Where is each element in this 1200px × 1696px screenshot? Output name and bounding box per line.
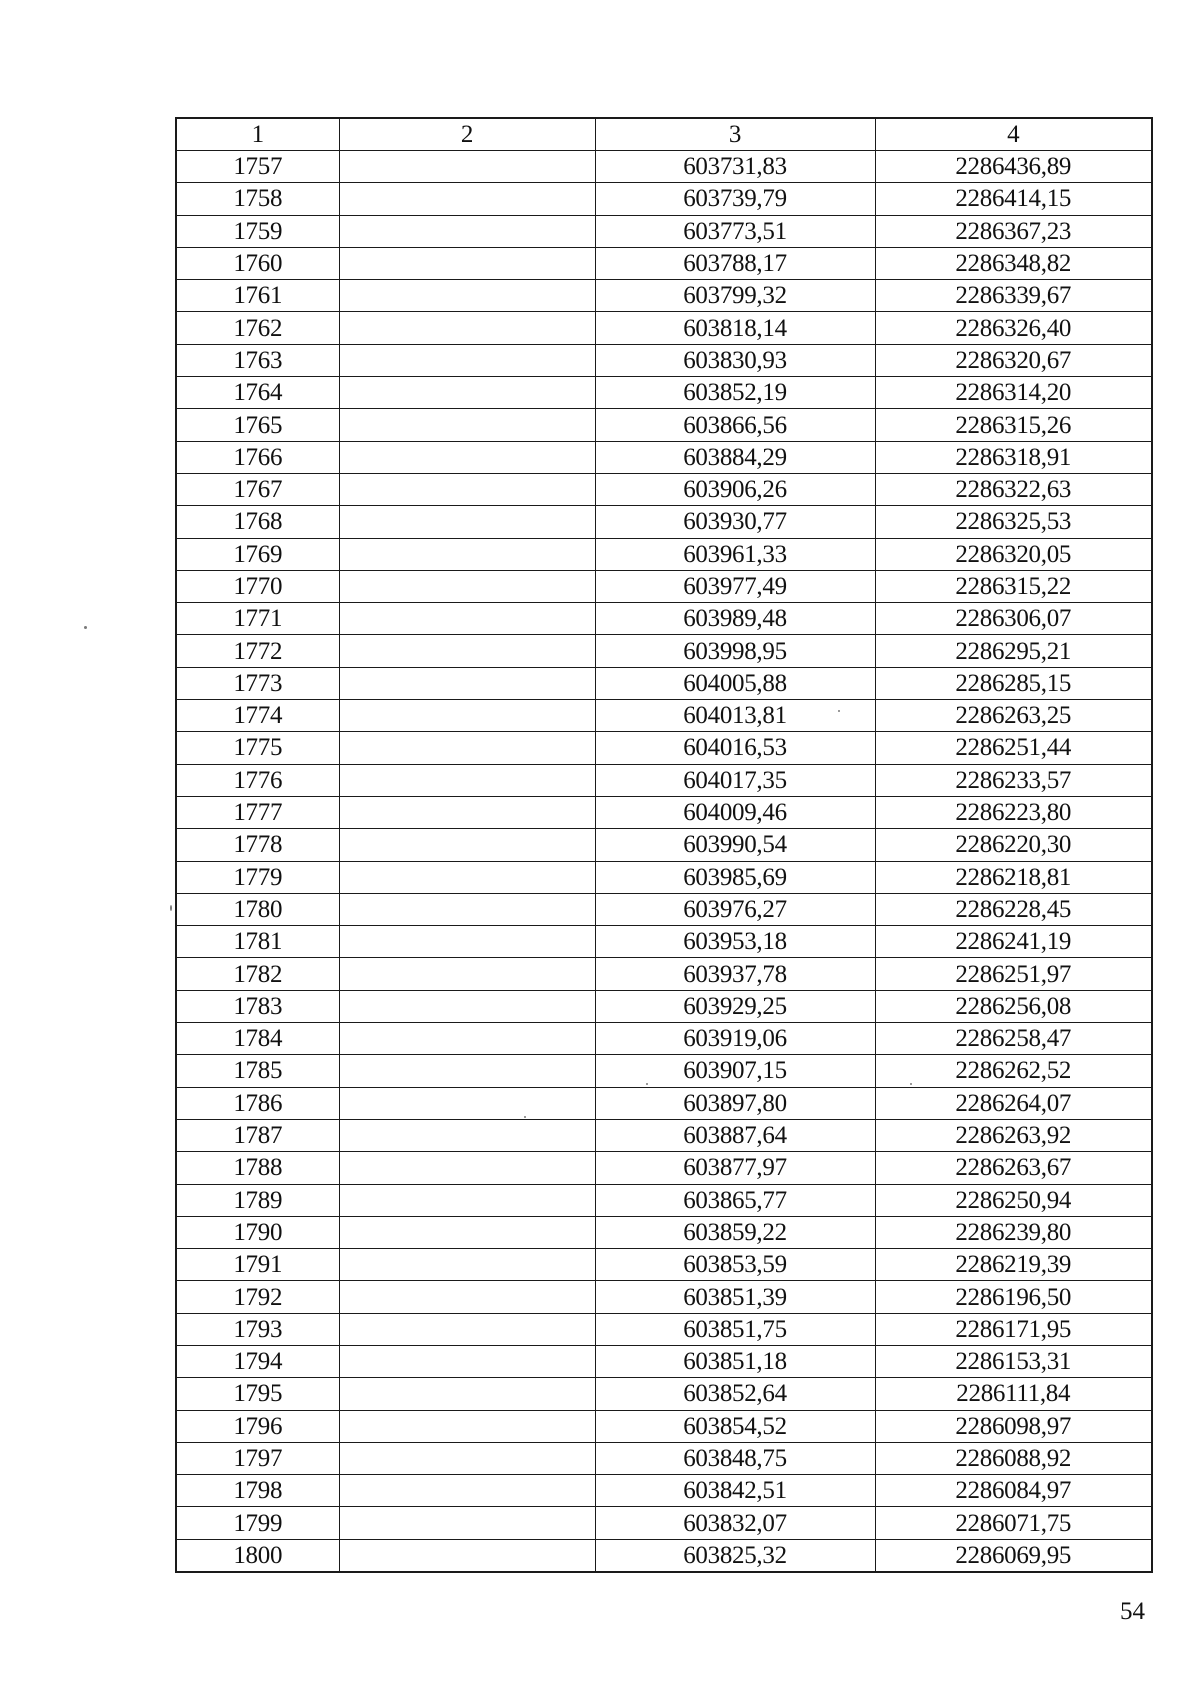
description-cell: [339, 1507, 595, 1539]
description-cell: [339, 1087, 595, 1119]
description-cell: [339, 700, 595, 732]
x-coordinate-cell: 603937,78: [595, 958, 875, 990]
description-cell: [339, 1023, 595, 1055]
point-number-cell: 1795: [176, 1378, 339, 1410]
x-coordinate-cell: 603897,80: [595, 1087, 875, 1119]
point-number-cell: 1792: [176, 1281, 339, 1313]
point-number-cell: 1757: [176, 151, 339, 183]
y-coordinate-cell: 2286339,67: [875, 280, 1152, 312]
point-number-cell: 1781: [176, 926, 339, 958]
table-row: [176, 1507, 1152, 1539]
description-cell: [339, 958, 595, 990]
x-coordinate-cell: 603919,06: [595, 1023, 875, 1055]
table-row: [176, 1313, 1152, 1345]
x-coordinate-cell: 603818,14: [595, 312, 875, 344]
table-row: [176, 506, 1152, 538]
y-coordinate-cell: 2286069,95: [875, 1539, 1152, 1572]
y-coordinate-cell: 2286239,80: [875, 1216, 1152, 1248]
x-coordinate-cell: 603853,59: [595, 1249, 875, 1281]
y-coordinate-cell: 2286251,97: [875, 958, 1152, 990]
description-cell: [339, 215, 595, 247]
point-number-cell: 1796: [176, 1410, 339, 1442]
point-number-cell: 1793: [176, 1313, 339, 1345]
point-number-cell: 1758: [176, 183, 339, 215]
y-coordinate-cell: 2286153,31: [875, 1345, 1152, 1377]
x-coordinate-cell: 604017,35: [595, 764, 875, 796]
x-coordinate-cell: 603851,75: [595, 1313, 875, 1345]
description-cell: [339, 1539, 595, 1572]
description-cell: [339, 861, 595, 893]
table-row: [176, 1345, 1152, 1377]
table-row: [176, 635, 1152, 667]
table-row: [176, 151, 1152, 183]
y-coordinate-cell: 2286414,15: [875, 183, 1152, 215]
point-number-cell: 1783: [176, 990, 339, 1022]
y-coordinate-cell: 2286258,47: [875, 1023, 1152, 1055]
description-cell: [339, 603, 595, 635]
y-coordinate-cell: 2286262,52: [875, 1055, 1152, 1087]
table-row: [176, 732, 1152, 764]
table-row: [176, 280, 1152, 312]
point-number-cell: 1788: [176, 1152, 339, 1184]
x-coordinate-cell: 603854,52: [595, 1410, 875, 1442]
table-row: [176, 441, 1152, 473]
x-coordinate-cell: 603877,97: [595, 1152, 875, 1184]
x-coordinate-cell: 603852,64: [595, 1378, 875, 1410]
y-coordinate-cell: 2286111,84: [875, 1378, 1152, 1410]
table-row: [176, 700, 1152, 732]
x-coordinate-cell: 603977,49: [595, 570, 875, 602]
y-coordinate-cell: 2286318,91: [875, 441, 1152, 473]
point-number-cell: 1786: [176, 1087, 339, 1119]
x-coordinate-cell: 603961,33: [595, 538, 875, 570]
table-header-row: [176, 118, 1152, 151]
x-coordinate-cell: 604009,46: [595, 796, 875, 828]
table-row: [176, 1249, 1152, 1281]
table-row: [176, 1023, 1152, 1055]
table-row: [176, 312, 1152, 344]
point-number-cell: 1774: [176, 700, 339, 732]
point-number-cell: 1787: [176, 1119, 339, 1151]
table-row: [176, 1378, 1152, 1410]
table-row: [176, 215, 1152, 247]
table-row: [176, 247, 1152, 279]
description-cell: [339, 1378, 595, 1410]
table-row: [176, 409, 1152, 441]
y-coordinate-cell: 2286171,95: [875, 1313, 1152, 1345]
y-coordinate-cell: 2286071,75: [875, 1507, 1152, 1539]
point-number-cell: 1791: [176, 1249, 339, 1281]
y-coordinate-cell: 2286436,89: [875, 151, 1152, 183]
y-coordinate-cell: 2286220,30: [875, 829, 1152, 861]
description-cell: [339, 441, 595, 473]
y-coordinate-cell: 2286367,23: [875, 215, 1152, 247]
point-number-cell: 1777: [176, 796, 339, 828]
point-number-cell: 1772: [176, 635, 339, 667]
description-cell: [339, 473, 595, 505]
description-cell: [339, 344, 595, 376]
x-coordinate-cell: 603825,32: [595, 1539, 875, 1572]
description-cell: [339, 377, 595, 409]
point-number-cell: 1778: [176, 829, 339, 861]
y-coordinate-cell: 2286295,21: [875, 635, 1152, 667]
x-coordinate-cell: 603788,17: [595, 247, 875, 279]
point-number-cell: 1785: [176, 1055, 339, 1087]
table-row: [176, 570, 1152, 602]
x-coordinate-cell: 603989,48: [595, 603, 875, 635]
point-number-cell: 1790: [176, 1216, 339, 1248]
table-row: [176, 1152, 1152, 1184]
point-number-cell: 1800: [176, 1539, 339, 1572]
y-coordinate-cell: 2286263,92: [875, 1119, 1152, 1151]
scan-speck: [838, 710, 840, 712]
x-coordinate-cell: 604013,81: [595, 700, 875, 732]
x-coordinate-cell: 603990,54: [595, 829, 875, 861]
point-number-cell: 1760: [176, 247, 339, 279]
description-cell: [339, 1216, 595, 1248]
point-number-cell: 1794: [176, 1345, 339, 1377]
description-cell: [339, 506, 595, 538]
point-number-cell: 1762: [176, 312, 339, 344]
column-header: 4: [875, 118, 1152, 151]
description-cell: [339, 893, 595, 925]
y-coordinate-cell: 2286314,20: [875, 377, 1152, 409]
table-row: [176, 1216, 1152, 1248]
point-number-cell: 1798: [176, 1475, 339, 1507]
point-number-cell: 1766: [176, 441, 339, 473]
description-cell: [339, 764, 595, 796]
table-row: [176, 764, 1152, 796]
table-row: [176, 1442, 1152, 1474]
point-number-cell: 1767: [176, 473, 339, 505]
table-row: [176, 1410, 1152, 1442]
point-number-cell: 1770: [176, 570, 339, 602]
table-row: [176, 1475, 1152, 1507]
description-cell: [339, 183, 595, 215]
coordinates-table: [175, 117, 1153, 1573]
table-row: [176, 667, 1152, 699]
x-coordinate-cell: 603832,07: [595, 1507, 875, 1539]
table-row: [176, 1539, 1152, 1572]
description-cell: [339, 829, 595, 861]
point-number-cell: 1780: [176, 893, 339, 925]
column-header: 1: [176, 118, 339, 151]
description-cell: [339, 538, 595, 570]
scan-speck: [170, 905, 172, 911]
y-coordinate-cell: 2286219,39: [875, 1249, 1152, 1281]
x-coordinate-cell: 603799,32: [595, 280, 875, 312]
y-coordinate-cell: 2286264,07: [875, 1087, 1152, 1119]
description-cell: [339, 990, 595, 1022]
description-cell: [339, 635, 595, 667]
y-coordinate-cell: 2286326,40: [875, 312, 1152, 344]
table-row: [176, 1087, 1152, 1119]
table-row: [176, 603, 1152, 635]
x-coordinate-cell: 603851,39: [595, 1281, 875, 1313]
table-row: [176, 893, 1152, 925]
y-coordinate-cell: 2286325,53: [875, 506, 1152, 538]
table-row: [176, 958, 1152, 990]
description-cell: [339, 1345, 595, 1377]
description-cell: [339, 570, 595, 602]
y-coordinate-cell: 2286315,26: [875, 409, 1152, 441]
x-coordinate-cell: 603851,18: [595, 1345, 875, 1377]
description-cell: [339, 1313, 595, 1345]
y-coordinate-cell: 2286263,25: [875, 700, 1152, 732]
table-row: [176, 538, 1152, 570]
x-coordinate-cell: 603976,27: [595, 893, 875, 925]
y-coordinate-cell: 2286285,15: [875, 667, 1152, 699]
point-number-cell: 1789: [176, 1184, 339, 1216]
table-row: [176, 926, 1152, 958]
table-row: [176, 1184, 1152, 1216]
x-coordinate-cell: 603929,25: [595, 990, 875, 1022]
y-coordinate-cell: 2286084,97: [875, 1475, 1152, 1507]
point-number-cell: 1773: [176, 667, 339, 699]
point-number-cell: 1768: [176, 506, 339, 538]
y-coordinate-cell: 2286241,19: [875, 926, 1152, 958]
y-coordinate-cell: 2286256,08: [875, 990, 1152, 1022]
point-number-cell: 1771: [176, 603, 339, 635]
point-number-cell: 1776: [176, 764, 339, 796]
description-cell: [339, 1184, 595, 1216]
y-coordinate-cell: 2286251,44: [875, 732, 1152, 764]
y-coordinate-cell: 2286250,94: [875, 1184, 1152, 1216]
y-coordinate-cell: 2286348,82: [875, 247, 1152, 279]
point-number-cell: 1769: [176, 538, 339, 570]
x-coordinate-cell: 603884,29: [595, 441, 875, 473]
x-coordinate-cell: 603998,95: [595, 635, 875, 667]
table-row: [176, 1119, 1152, 1151]
description-cell: [339, 1410, 595, 1442]
y-coordinate-cell: 2286320,05: [875, 538, 1152, 570]
description-cell: [339, 280, 595, 312]
x-coordinate-cell: 604016,53: [595, 732, 875, 764]
y-coordinate-cell: 2286223,80: [875, 796, 1152, 828]
description-cell: [339, 1281, 595, 1313]
point-number-cell: 1765: [176, 409, 339, 441]
x-coordinate-cell: 603906,26: [595, 473, 875, 505]
page-number: 54: [1120, 1598, 1145, 1625]
y-coordinate-cell: 2286218,81: [875, 861, 1152, 893]
x-coordinate-cell: 603859,22: [595, 1216, 875, 1248]
column-header: 3: [595, 118, 875, 151]
x-coordinate-cell: 603865,77: [595, 1184, 875, 1216]
x-coordinate-cell: 603852,19: [595, 377, 875, 409]
point-number-cell: 1784: [176, 1023, 339, 1055]
point-number-cell: 1761: [176, 280, 339, 312]
table-row: [176, 1055, 1152, 1087]
scan-speck: [646, 1083, 648, 1085]
table-body: [176, 151, 1152, 1573]
x-coordinate-cell: 603842,51: [595, 1475, 875, 1507]
scan-speck: [84, 626, 87, 629]
x-coordinate-cell: 603848,75: [595, 1442, 875, 1474]
description-cell: [339, 1119, 595, 1151]
y-coordinate-cell: 2286320,67: [875, 344, 1152, 376]
description-cell: [339, 1055, 595, 1087]
description-cell: [339, 151, 595, 183]
y-coordinate-cell: 2286315,22: [875, 570, 1152, 602]
x-coordinate-cell: 603907,15: [595, 1055, 875, 1087]
point-number-cell: 1764: [176, 377, 339, 409]
point-number-cell: 1782: [176, 958, 339, 990]
description-cell: [339, 1442, 595, 1474]
description-cell: [339, 1152, 595, 1184]
description-cell: [339, 312, 595, 344]
point-number-cell: 1763: [176, 344, 339, 376]
table-row: [176, 344, 1152, 376]
description-cell: [339, 247, 595, 279]
description-cell: [339, 1475, 595, 1507]
point-number-cell: 1775: [176, 732, 339, 764]
x-coordinate-cell: 604005,88: [595, 667, 875, 699]
y-coordinate-cell: 2286098,97: [875, 1410, 1152, 1442]
description-cell: [339, 732, 595, 764]
x-coordinate-cell: 603985,69: [595, 861, 875, 893]
table-row: [176, 377, 1152, 409]
y-coordinate-cell: 2286306,07: [875, 603, 1152, 635]
point-number-cell: 1799: [176, 1507, 339, 1539]
scan-speck: [524, 1116, 526, 1118]
description-cell: [339, 926, 595, 958]
description-cell: [339, 667, 595, 699]
y-coordinate-cell: 2286196,50: [875, 1281, 1152, 1313]
table-row: [176, 796, 1152, 828]
x-coordinate-cell: 603866,56: [595, 409, 875, 441]
point-number-cell: 1797: [176, 1442, 339, 1474]
description-cell: [339, 409, 595, 441]
x-coordinate-cell: 603930,77: [595, 506, 875, 538]
x-coordinate-cell: 603830,93: [595, 344, 875, 376]
y-coordinate-cell: 2286228,45: [875, 893, 1152, 925]
y-coordinate-cell: 2286088,92: [875, 1442, 1152, 1474]
table-row: [176, 990, 1152, 1022]
table-row: [176, 861, 1152, 893]
table-row: [176, 829, 1152, 861]
table-row: [176, 1281, 1152, 1313]
x-coordinate-cell: 603773,51: [595, 215, 875, 247]
description-cell: [339, 1249, 595, 1281]
point-number-cell: 1779: [176, 861, 339, 893]
scan-speck: [910, 1083, 912, 1085]
x-coordinate-cell: 603731,83: [595, 151, 875, 183]
x-coordinate-cell: 603739,79: [595, 183, 875, 215]
table-row: [176, 473, 1152, 505]
x-coordinate-cell: 603953,18: [595, 926, 875, 958]
table-row: [176, 183, 1152, 215]
column-header: 2: [339, 118, 595, 151]
y-coordinate-cell: 2286233,57: [875, 764, 1152, 796]
x-coordinate-cell: 603887,64: [595, 1119, 875, 1151]
y-coordinate-cell: 2286322,63: [875, 473, 1152, 505]
point-number-cell: 1759: [176, 215, 339, 247]
description-cell: [339, 796, 595, 828]
y-coordinate-cell: 2286263,67: [875, 1152, 1152, 1184]
